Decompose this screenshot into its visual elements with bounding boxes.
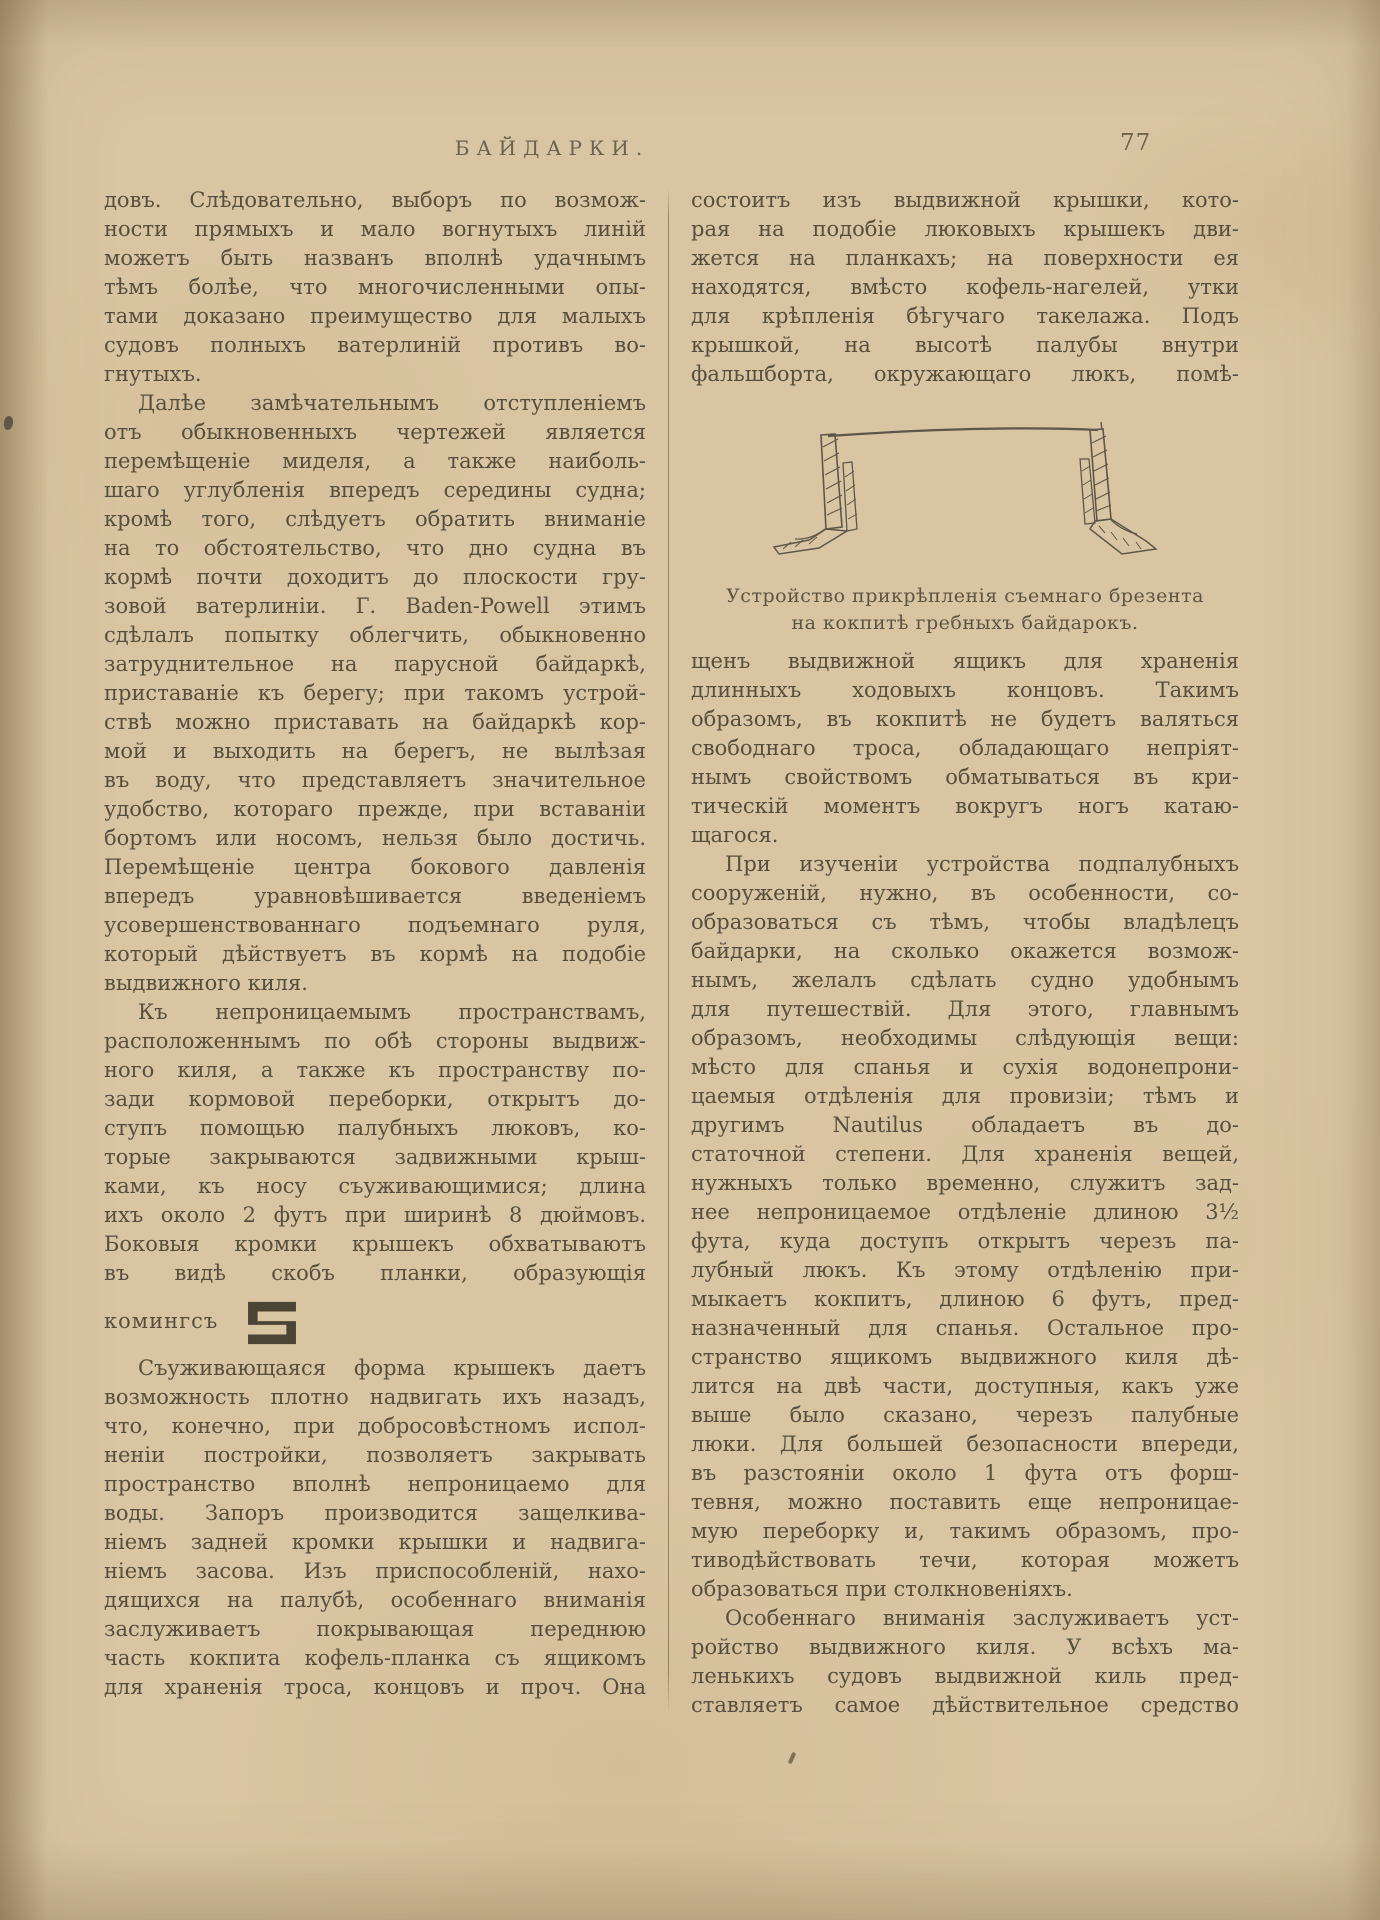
- text-line: фута, куда доступъ открытъ черезъ па-: [691, 1229, 1239, 1253]
- text-line: шаго углубленія впередъ середины судна;: [104, 478, 646, 502]
- text-line: заслуживаетъ покрывающая переднюю: [104, 1617, 646, 1641]
- figure-caption-line: Устройство прикрѣпленія съемнаго брезента: [726, 585, 1204, 607]
- text-line: ности прямыхъ и мало вогнутыхъ линій: [104, 217, 646, 241]
- text-line: приставаніе къ берегу; при такомъ устрой-: [104, 681, 646, 705]
- text-line: длинныхъ ходовыхъ концовъ. Такимъ: [691, 678, 1239, 702]
- paragraph: [691, 850, 1239, 1604]
- text-line: образомъ, необходимы слѣдующія вещи:: [691, 1026, 1239, 1050]
- text-line: который дѣйствуетъ въ кормѣ на подобіе: [104, 942, 646, 966]
- text-line: зади кормовой переборки, открытъ до-: [104, 1087, 646, 1111]
- text-line: щагося.: [691, 823, 779, 847]
- text-line: кромѣ того, слѣдуетъ обратить вниманіе: [104, 507, 646, 531]
- text-line: тами доказано преимущество для малыхъ: [104, 304, 646, 328]
- text-line: Съуживающаяся форма крышекъ даетъ: [138, 1356, 646, 1380]
- coaming-word: комингсъ: [104, 1309, 219, 1333]
- text-line: зовой ватерлиніи. Г. Baden-Powell этимъ: [104, 594, 646, 618]
- text-line: гнутыхъ.: [104, 362, 202, 386]
- text-line: кормѣ почти доходитъ до плоскости гру-: [104, 565, 646, 589]
- paragraph: [104, 186, 646, 389]
- text-line: ленькихъ судовъ выдвижной киль пред-: [691, 1664, 1239, 1688]
- text-line: жется на планкахъ; на поверхности ея: [691, 246, 1239, 270]
- text-line: лубный люкъ. Къ этому отдѣленію при-: [691, 1258, 1239, 1282]
- text-line: усовершенствованнаго подъемнаго руля,: [104, 913, 646, 937]
- text-line: При изученіи устройства подпалубныхъ: [725, 852, 1239, 876]
- coaming-glyph-line: [104, 1288, 646, 1354]
- text-line: Боковыя кромки крышекъ обхватываютъ: [104, 1232, 646, 1256]
- right-column-bottom: [691, 647, 1239, 1720]
- text-line: цаемыя отдѣленія для провизіи; тѣмъ и: [691, 1084, 1239, 1108]
- text-line: лится на двѣ части, доступныя, какъ уже: [691, 1374, 1239, 1398]
- column-divider: [668, 188, 669, 1714]
- text-line: неніи постройки, позволяетъ закрывать: [104, 1443, 646, 1467]
- text-line: выдвижного киля.: [104, 971, 308, 995]
- text-line: перемѣщеніе миделя, а также наиболь-: [104, 449, 646, 473]
- figure-caption-line: на кокпитѣ гребныхъ байдарокъ.: [791, 612, 1139, 634]
- text-line: ками, къ носу съуживающимися; длина: [104, 1174, 646, 1198]
- text-line: расположеннымъ по обѣ стороны выдвиж-: [104, 1029, 646, 1053]
- left-column: [104, 186, 646, 1720]
- text-line: свободнаго троса, обладающаго непріят-: [691, 736, 1239, 760]
- text-line: пространство вполнѣ непроницаемо для: [104, 1472, 646, 1496]
- text-line: другимъ Nautilus обладаетъ въ до-: [691, 1113, 1239, 1137]
- text-line: затруднительное на парусной байдаркѣ,: [104, 652, 646, 676]
- text-line: состоитъ изъ выдвижной крышки, кото-: [691, 188, 1239, 212]
- text-line: возможность плотно надвигать ихъ назадъ,: [104, 1385, 646, 1409]
- text-line: образоваться при столкновеніяхъ.: [691, 1577, 1073, 1601]
- scan-speck: [3, 415, 15, 431]
- text-line: ніемъ задней кромки крышки и надвига-: [104, 1530, 646, 1554]
- right-column: [691, 186, 1239, 1720]
- text-line: тевня, можно поставить еще непроницае-: [691, 1490, 1239, 1514]
- text-line: мыкаетъ кокпитъ, длиною 6 футъ, пред-: [691, 1287, 1239, 1311]
- coaming-cross-section-drawing: [765, 419, 1165, 569]
- figure-coaming-cross-section: [691, 419, 1239, 637]
- text-line: ствѣ можно приставать на байдаркѣ кор-: [104, 710, 646, 734]
- text-line: въ разстояніи около 1 фута отъ форш-: [691, 1461, 1239, 1485]
- text-line: тѣмъ болѣе, что многочисленными опы-: [104, 275, 646, 299]
- paragraph: [691, 186, 1239, 389]
- text-line: Перемѣщеніе центра бокового давленія: [104, 855, 646, 879]
- paragraph: [104, 998, 646, 1354]
- text-line: въ видѣ скобъ планки, образующія: [104, 1261, 646, 1285]
- text-line: нымъ свойствомъ обматываться въ кри-: [691, 765, 1239, 789]
- paragraph: [104, 1354, 646, 1702]
- text-line: назначенный для спанья. Остальное про-: [691, 1316, 1239, 1340]
- text-line: ного киля, а также къ пространству по-: [104, 1058, 646, 1082]
- text-line: фальшборта, окружающаго люкъ, помѣ-: [691, 362, 1239, 386]
- text-line: мѣсто для спанья и сухія водонепрони-: [691, 1055, 1239, 1079]
- text-line: нымъ, желалъ сдѣлать судно удобнымъ: [691, 968, 1239, 992]
- text-line: для храненія троса, концовъ и проч. Она: [104, 1675, 646, 1699]
- text-line: дящихся на палубѣ, особеннаго вниманія: [104, 1588, 646, 1612]
- text-line: мой и выходить на берегъ, не вылѣзая: [104, 739, 646, 763]
- text-line: Къ непроницаемымъ пространствамъ,: [138, 1000, 646, 1024]
- text-line: для крѣпленія бѣгучаго такелажа. Подъ: [691, 304, 1239, 328]
- paragraph: [104, 389, 646, 998]
- text-line: впередъ уравновѣшивается введеніемъ: [104, 884, 646, 908]
- text-line: бортомъ или носомъ, нельзя было достичь.: [104, 826, 646, 850]
- right-column-top: [691, 186, 1239, 389]
- page-number: 77: [1120, 130, 1152, 156]
- text-line: мую переборку и, такимъ образомъ, про-: [691, 1519, 1239, 1543]
- text-line: образоваться съ тѣмъ, чтобы владѣлецъ: [691, 910, 1239, 934]
- text-line: на то обстоятельство, что дно судна въ: [104, 536, 646, 560]
- text-line: нужныхъ только временно, служитъ зад-: [691, 1171, 1239, 1195]
- text-line: судовъ полныхъ ватерлиній противъ во-: [104, 333, 646, 357]
- scan-speck: [788, 1752, 797, 1765]
- text-line: торые закрываются задвижными крыш-: [104, 1145, 646, 1169]
- text-line: ніемъ засова. Изъ приспособленій, нахо-: [104, 1559, 646, 1583]
- figure-caption: [691, 583, 1239, 637]
- text-line: воды. Запоръ производится защелкива-: [104, 1501, 646, 1525]
- text-columns: [104, 186, 1239, 1720]
- text-line: находятся, вмѣсто кофель-нагелей, утки: [691, 275, 1239, 299]
- text-line: щенъ выдвижной ящикъ для храненія: [691, 649, 1239, 673]
- text-line: Далѣе замѣчательнымъ отступленіемъ: [138, 391, 646, 415]
- text-line: что, конечно, при добросовѣстномъ испол-: [104, 1414, 646, 1438]
- text-line: странство ящикомъ выдвижного киля дѣ-: [691, 1345, 1239, 1369]
- text-line: отъ обыкновенныхъ чертежей является: [104, 420, 646, 444]
- text-line: статочной степени. Для храненія вещей,: [691, 1142, 1239, 1166]
- text-line: сооруженій, нужно, въ особенности, со-: [691, 881, 1239, 905]
- text-line: ставляетъ самое дѣйствительное средство: [691, 1693, 1239, 1717]
- text-line: Особеннаго вниманія заслуживаетъ уст-: [725, 1606, 1239, 1630]
- text-line: можетъ быть названъ вполнѣ удачнымъ: [104, 246, 646, 270]
- text-line: ихъ около 2 футъ при ширинѣ 8 дюймовъ.: [104, 1203, 646, 1227]
- text-line: рая на подобіе люковыхъ крышекъ дви-: [691, 217, 1239, 241]
- text-line: ройство выдвижного киля. У всѣхъ ма-: [691, 1635, 1239, 1659]
- text-line: довъ. Слѣдовательно, выборъ по возмож-: [104, 188, 646, 212]
- text-line: въ воду, что представляетъ значительное: [104, 768, 646, 792]
- text-line: нее непроницаемое отдѣленіе длиною 3½: [691, 1200, 1239, 1224]
- text-line: ступъ помощью палубныхъ люковъ, ко-: [104, 1116, 646, 1140]
- text-line: образомъ, въ кокпитѣ не будетъ валяться: [691, 707, 1239, 731]
- text-line: люки. Для большей безопасности впереди,: [691, 1432, 1239, 1456]
- text-line: часть кокпита кофель-планка съ ящикомъ: [104, 1646, 646, 1670]
- text-line: для путешествій. Для этого, главнымъ: [691, 997, 1239, 1021]
- text-line: тиводѣйствовать течи, которая можетъ: [691, 1548, 1239, 1572]
- text-line: удобство, котораго прежде, при вставаніи: [104, 797, 646, 821]
- paragraph: [691, 647, 1239, 850]
- paragraph: [691, 1604, 1239, 1720]
- text-line: байдарки, на сколько окажется возмож-: [691, 939, 1239, 963]
- text-line: тическій моментъ вокругъ ногъ катаю-: [691, 794, 1239, 818]
- text-line: крышкой, на высотѣ палубы внутри: [691, 333, 1239, 357]
- coaming-profile-glyph: [244, 1300, 300, 1346]
- running-header: БАЙДАРКИ.: [454, 136, 650, 160]
- text-line: сдѣлалъ попытку облегчить, обыкновенно: [104, 623, 646, 647]
- text-line: выше было сказано, черезъ палубные: [691, 1403, 1239, 1427]
